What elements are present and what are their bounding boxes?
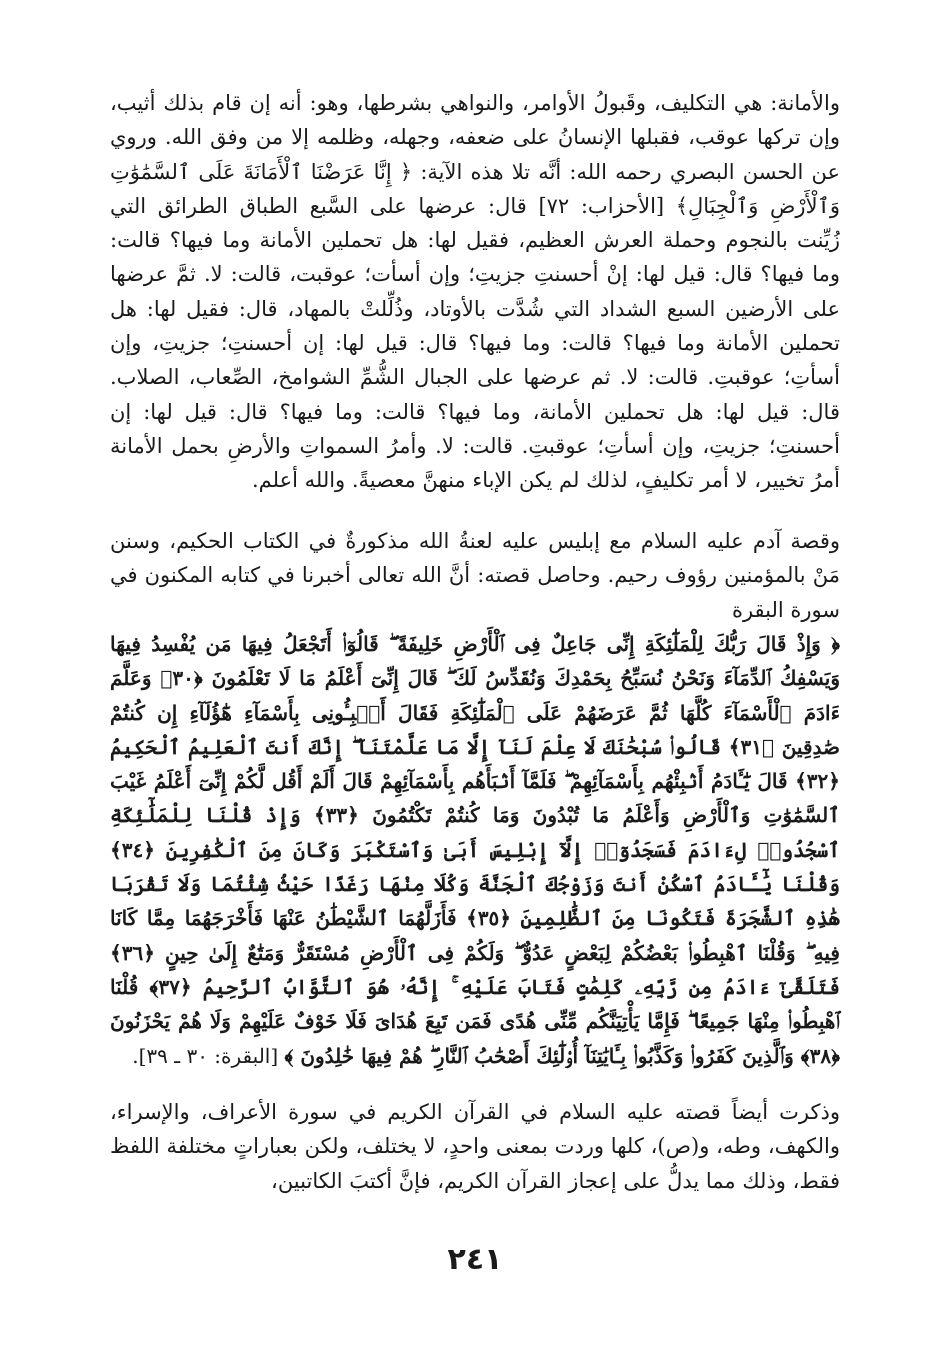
paragraph-adam-intro (110, 524, 840, 627)
paragraph-amanah (110, 86, 840, 498)
quran-citation: [البقرة: ٣٠ ـ ٣٩]. (132, 1043, 279, 1068)
paragraph-amanah-text: والأمانة: هي التكليف، وقَبولُ الأوامر، والنواهي بشرطها، وهو: أنه إن قام بذلك أثيب، وإن تركها عوقب، فقبلها الإنسانُ على ضعفه، وجهله، وظلمه إلا من وفق الله. وروي عن الحسن البصري رحمه الله: أنَّه تلا هذه الآية: ﴿ إِنَّا عَرَضْنَا ٱلْأَمَانَةَ عَلَى ٱلسَّمَٰوَٰتِ وَٱلْأَرْضِ وَٱلْجِبَالِ﴾ [الأحزاب: ٧٢] قال: عرضها على السَّبع الطباق الطرائق التي زُيِّنت بالنجوم وحملة العرش العظيم، فقيل لها: هل تحملين الأمانة وما فيها؟ قالت: وما فيها؟ قال: قيل لها: إنْ أحسنتِ جزيتِ؛ وإن أسأت؛ عوقبت، قالت: لا. ثمَّ عرضها على الأرضين السبع الشداد التي شُدَّت بالأوتاد، وذُلِّلتْ بالمهاد، قال: فقيل لها: هل تحملين الأمانة وما فيها؟ قالت: وما فيها؟ قال: قيل لها: إن أحسنتِ؛ جزيتِ، وإن أسأتِ؛ عوقبتِ. قالت: لا. ثم عرضها على الجبال الشُّمِّ الشوامخ، الصِّعاب، الصلاب. قال: قيل لها: هل تحملين الأمانة، وما فيها؟ قالت: وما فيها؟ قال: قيل لها: إن أحسنتِ؛ جزيتِ، وإن أسأتِ؛ عوقبتِ. قالت: لا. وأمرُ السمواتِ والأرضِ بحمل الأمانة أمرُ تخيير، لا أمر تكليفٍ، لذلك لم يكن الإباء منهنَّ معصيةً. والله أعلم. (110, 91, 841, 493)
paragraph-mention (110, 1095, 840, 1198)
paragraph-adam-intro-text: وقصة آدم عليه السلام مع إبليس عليه لعنةُ الله مذكورةٌ في الكتاب الحكيم، وسنن مَنْ بالمؤمنين رؤوف رحيم. وحاصل قصته: أنَّ الله تعالى أخبرنا في كتابه المكنون في سورة البقرة (110, 529, 840, 622)
quran-passage (110, 627, 840, 1073)
paragraph-mention-text: وذكرت أيضاً قصته عليه السلام في القرآن الكريم في سورة الأعراف، والإسراء، والكهف، وطه، و(ص)، كلها وردت بمعنى واحدٍ، لا يختلف، ولكن بعباراتٍ مختلفة اللفظ فقط، وذلك مما يدلُّ على إعجاز القرآن الكريم، فإنَّ أكتبَ الكاتبين، (110, 1100, 840, 1193)
quran-verses: ﴿ وَإِذْ قَالَ رَبُّكَ لِلْمَلَٰٓئِكَةِ إِنِّى جَاعِلٌ فِى ٱلْأَرْضِ خَلِيفَةً ۖ قَالُوٓا۟ أَتَجْعَلُ فِيهَا مَن يُفْسِدُ فِيهَا وَيَسْفِكُ ٱلدِّمَآءَ وَنَحْنُ نُسَبِّحُ بِحَمْدِكَ وَنُقَدِّسُ لَكَ ۖ قَالَ إِنِّىٓ أَعْلَمُ مَا لَا تَعْلَمُونَ ﴿٣٠﴾ وَعَلَّمَ ءَادَمَ ٱلْأَسْمَآءَ كُلَّهَا ثُمَّ عَرَضَهُمْ عَلَى ٱلْمَلَٰٓئِكَةِ فَقَالَ أَنۢبِـُٔونِى بِأَسْمَآءِ هَٰٓؤُلَآءِ إِن كُنتُمْ صَٰدِقِينَ ﴿٣١﴾ قَالُوا۟ سُبْحَٰنَكَ لَا عِلْمَ لَنَآ إِلَّا مَا عَلَّمْتَنَآ ۖ إِنَّكَ أَنتَ ٱلْعَلِيمُ ٱلْحَكِيمُ ﴿٣٢﴾ قَالَ يَٰٓـَٔادَمُ أَنۢبِئْهُم بِأَسْمَآئِهِمْ ۖ فَلَمَّآ أَنۢبَأَهُم بِأَسْمَآئِهِمْ قَالَ أَلَمْ أَقُل لَّكُمْ إِنِّىٓ أَعْلَمُ غَيْبَ ٱلسَّمَٰوَٰتِ وَٱلْأَرْضِ وَأَعْلَمُ مَا تُبْدُونَ وَمَا كُنتُمْ تَكْتُمُونَ ﴿٣٣﴾ وَإِذْ قُلْنَا لِلْمَلَٰٓئِكَةِ ٱسْجُدُوا۟ لِءَادَمَ فَسَجَدُوٓا۟ إِلَّآ إِبْلِيسَ أَبَىٰ وَٱسْتَكْبَرَ وَكَانَ مِنَ ٱلْكَٰفِرِينَ ﴿٣٤﴾ وَقُلْنَا يَٰٓـَٔادَمُ ٱسْكُنْ أَنتَ وَزَوْجُكَ ٱلْجَنَّةَ وَكُلَا مِنْهَا رَغَدًا حَيْثُ شِئْتُمَا وَلَا تَقْرَبَا هَٰذِهِ ٱلشَّجَرَةَ فَتَكُونَا مِنَ ٱلظَّٰلِمِينَ ﴿٣٥﴾ فَأَزَلَّهُمَا ٱلشَّيْطَٰنُ عَنْهَا فَأَخْرَجَهُمَا مِمَّا كَانَا فِيهِ ۖ وَقُلْنَا ٱهْبِطُوا۟ بَعْضُكُمْ لِبَعْضٍ عَدُوٌّ ۖ وَلَكُمْ فِى ٱلْأَرْضِ مُسْتَقَرٌّ وَمَتَٰعٌ إِلَىٰ حِينٍ ﴿٣٦﴾ فَتَلَقَّىٰٓ ءَادَمُ مِن رَّبِّهِۦ كَلِمَٰتٍ فَتَابَ عَلَيْهِ ۚ إِنَّهُۥ هُوَ ٱلتَّوَّابُ ٱلرَّحِيمُ ﴿٣٧﴾ قُلْنَا ٱهْبِطُوا۟ مِنْهَا جَمِيعًا ۖ فَإِمَّا يَأْتِيَنَّكُم مِّنِّى هُدًى فَمَن تَبِعَ هُدَاىَ فَلَا خَوْفٌ عَلَيْهِمْ وَلَا هُمْ يَحْزَنُونَ ﴿٣٨﴾ وَٱلَّذِينَ كَفَرُوا۟ وَكَذَّبُوا۟ بِـَٔايَٰتِنَآ أُو۟لَٰٓئِكَ أَصْحَٰبُ ٱلنَّارِ ۖ هُمْ فِيهَا خَٰلِدُونَ ﴾ (110, 632, 841, 1068)
page-number: ٢٤١ (447, 1242, 503, 1277)
quran-passage-block (110, 627, 840, 1073)
